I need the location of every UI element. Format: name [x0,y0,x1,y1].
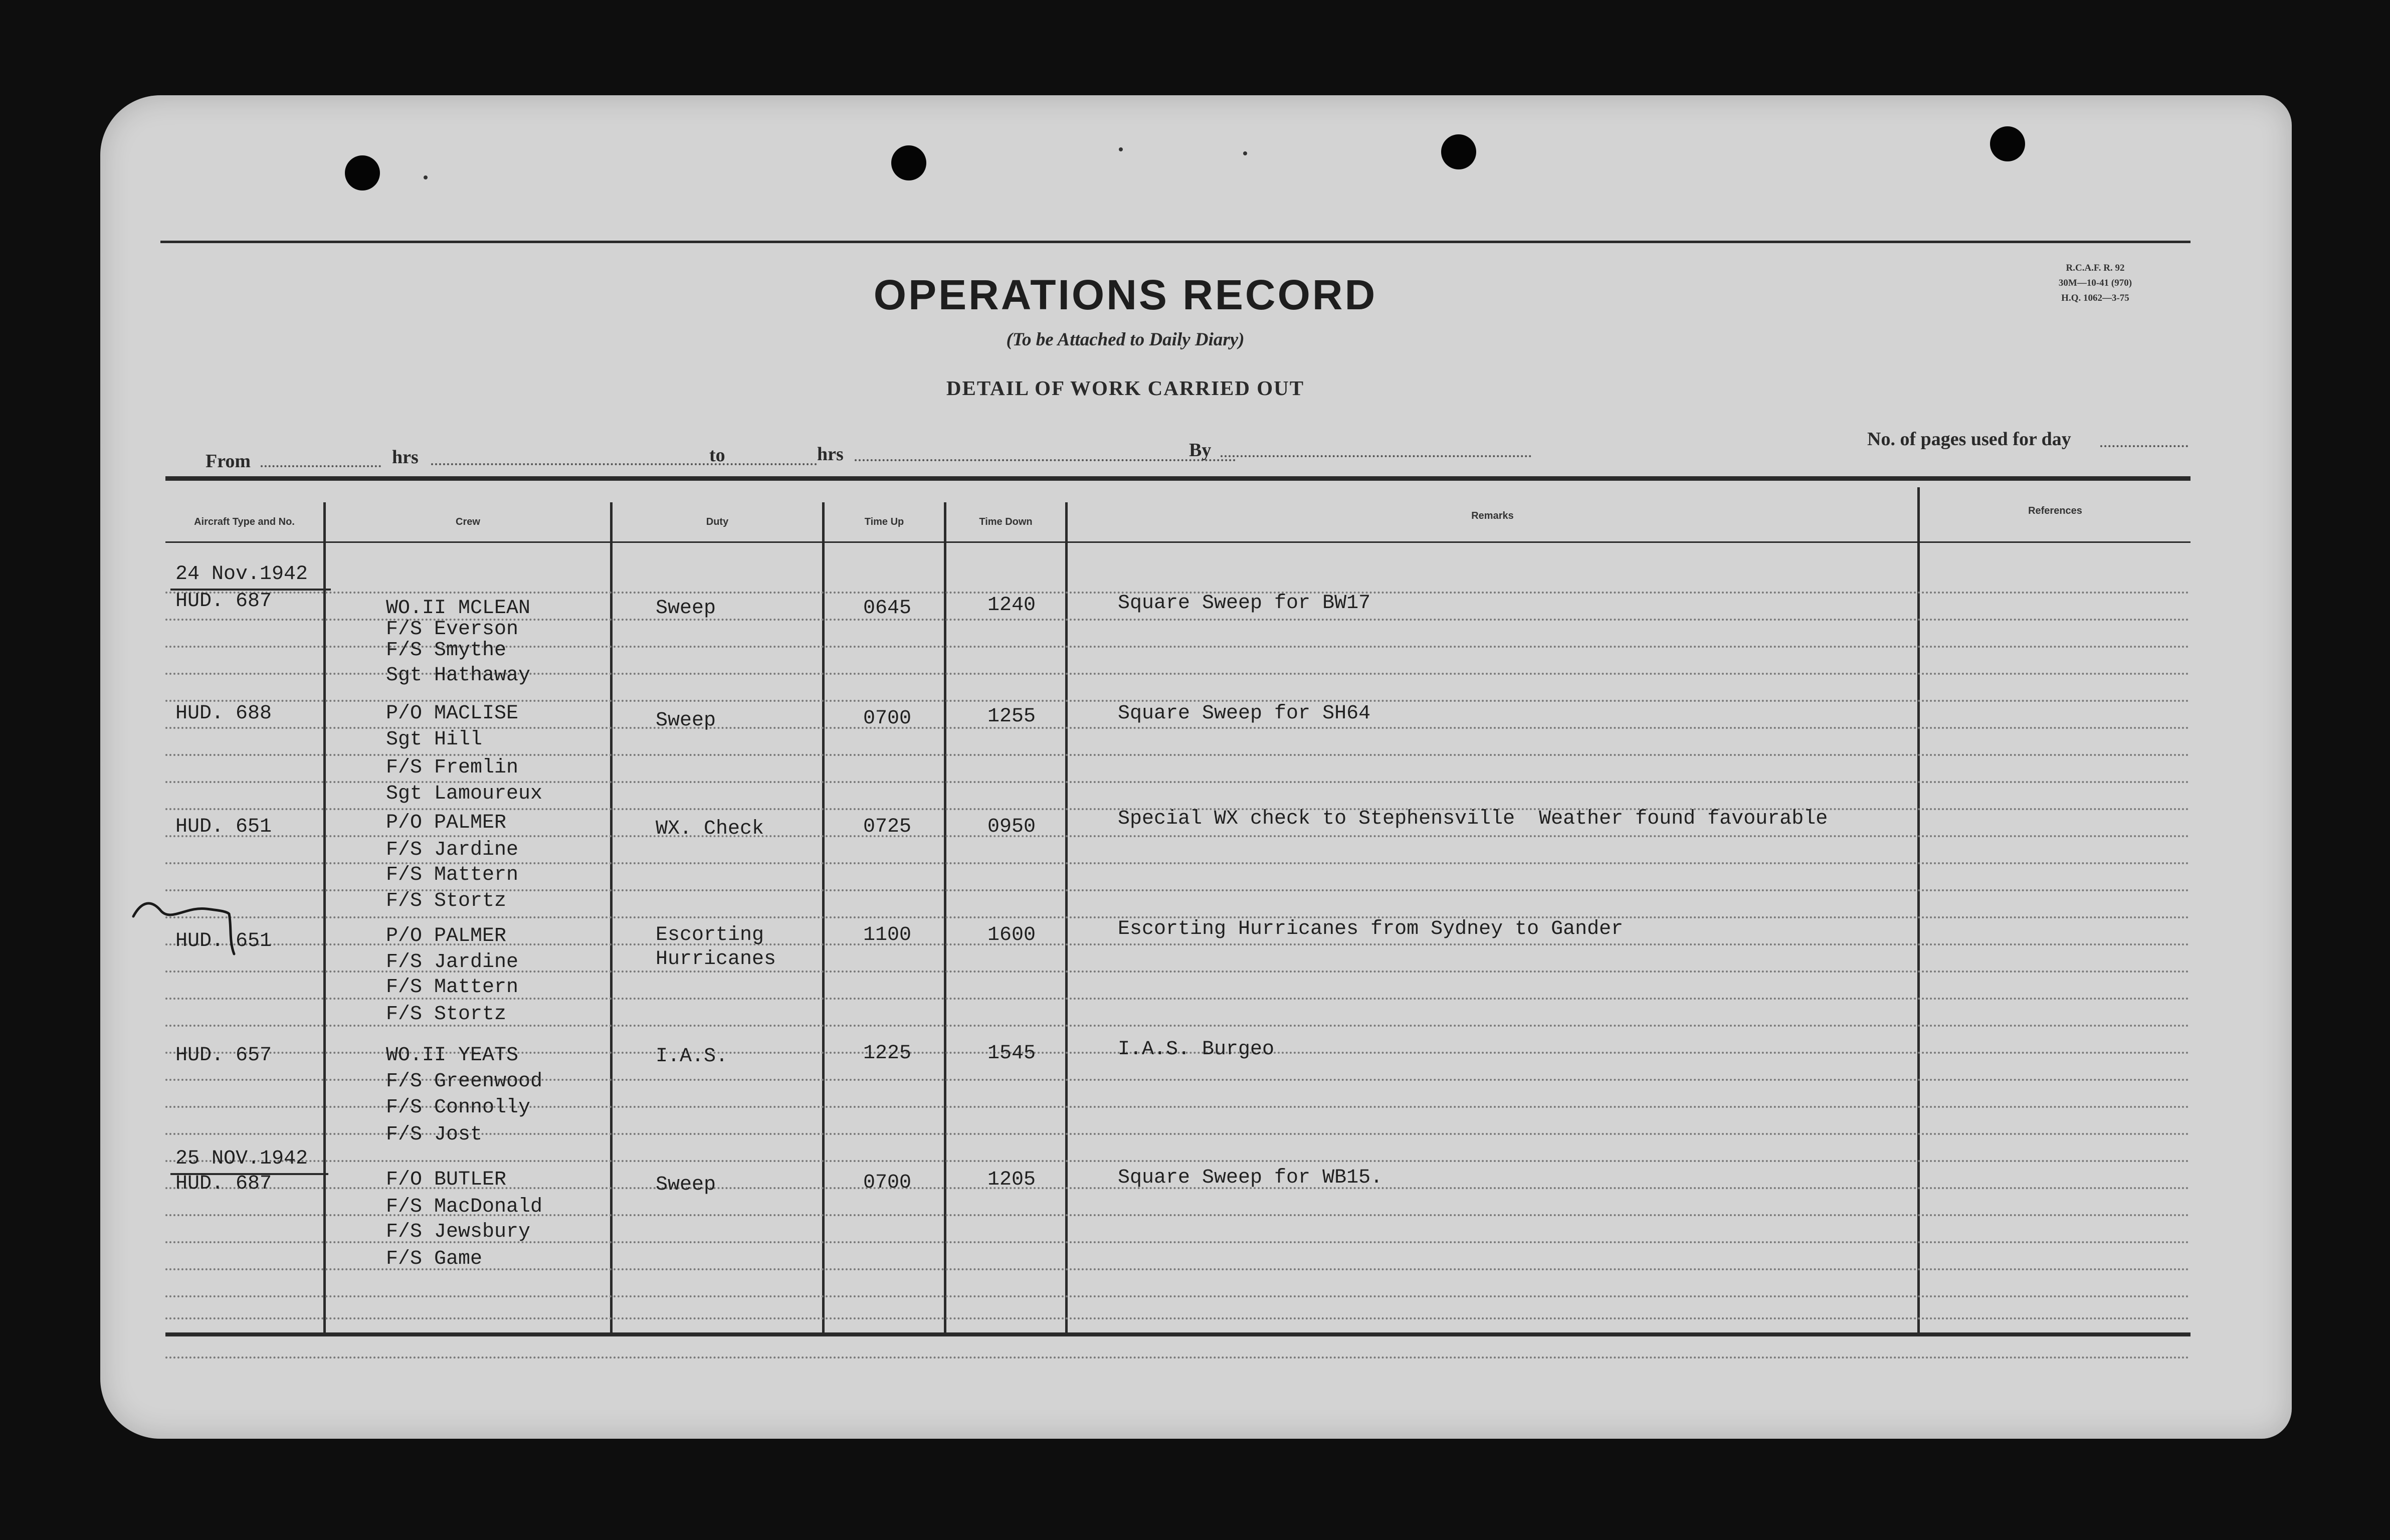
duty: I.A.S. [656,1045,728,1068]
column-divider [1065,502,1068,1334]
time-up: 0645 [863,597,912,620]
table-top-rule [165,476,2190,481]
column-divider [822,502,825,1334]
crew-member: P/O MACLISE [386,702,519,725]
form-code-line: H.Q. 1062—3-75 [2061,293,2129,303]
crew-member: F/S Greenwood [386,1070,543,1093]
speck [1243,151,1247,155]
column-header-aircraft: Aircraft Type and No. [194,516,295,527]
column-header-time-up: Time Up [864,516,904,527]
ruled-line [165,1160,2190,1162]
duty: Sweep [656,597,716,620]
column-header-references: References [2028,505,2082,516]
pages-label: No. of pages used for day [1867,429,2071,450]
pages-blank [2100,445,2188,447]
duty: Escorting Hurricanes [656,924,776,971]
hrs-blank [431,463,817,465]
remarks: Square Sweep for BW17 [1118,592,1371,615]
date-heading: 24 Nov.1942 [175,563,308,586]
binder-hole [891,145,926,180]
form-code [2033,261,2158,306]
table-footer-rule [165,1357,2190,1359]
aircraft-number: HUD. 688 [175,702,272,725]
speck [424,175,428,179]
duty: Sweep [656,709,716,732]
time-down: 1545 [987,1042,1036,1065]
duty: Sweep [656,1174,716,1196]
time-down: 1240 [987,594,1036,617]
crew-member: F/S Smythe [386,639,507,662]
crew-member: F/S Mattern [386,976,519,999]
to-label: to [709,445,725,466]
crew-member: Sgt Hathaway [386,664,531,687]
hrs-label: hrs [392,447,419,468]
record-sheet [100,95,2292,1439]
ruled-line [165,835,2190,837]
document-title: OPERATIONS RECORD [873,271,1377,318]
time-down: 1205 [987,1169,1036,1191]
aircraft-number: HUD. 651 [175,930,272,952]
from-blank [261,465,381,467]
binder-hole [1441,134,1476,169]
time-up: 0700 [863,1172,912,1194]
by-blank [1221,455,1531,457]
remarks: Escorting Hurricanes from Sydney to Gander [1118,918,1624,940]
remarks: Special WX check to Stephensville Weather found favourable [1118,808,1828,830]
crew-member: WO.II YEATS [386,1044,519,1067]
table-header-rule [165,541,2190,543]
crew-member: F/O BUTLER [386,1169,507,1191]
crew-member: WO.II MCLEAN [386,597,531,620]
table-bottom-rule [165,1332,2190,1336]
aircraft-number: HUD. 657 [175,1044,272,1067]
column-header-remarks: Remarks [1471,510,1514,521]
document-subtitle: (To be Attached to Daily Diary) [1006,329,1245,350]
crew-member: Sgt Hill [386,728,483,751]
crew-member: F/S Jardine [386,839,519,861]
column-header-time-down: Time Down [979,516,1033,527]
ruled-line [165,1317,2190,1319]
time-down: 1255 [987,705,1036,728]
time-up: 0700 [863,707,912,730]
binder-hole [345,155,380,190]
duty: WX. Check [656,818,764,840]
date-heading: 25 NOV.1942 [175,1147,308,1170]
time-down: 0950 [987,816,1036,838]
remarks: Square Sweep for WB15. [1118,1167,1383,1189]
aircraft-number: HUD. 687 [175,590,272,613]
aircraft-number: HUD. 687 [175,1173,272,1195]
by-label: By [1189,440,1212,461]
aircraft-number: HUD. 651 [175,816,272,838]
remarks: Square Sweep for SH64 [1118,702,1371,725]
crew-member: F/S Everson [386,618,519,641]
column-divider [323,502,326,1334]
crew-member: F/S Fremlin [386,756,519,779]
from-label: From [206,451,251,472]
crew-member: F/S MacDonald [386,1196,543,1218]
crew-member: Sgt Lamoureux [386,783,543,805]
column-divider [944,502,946,1334]
hrs-label-2: hrs [817,444,844,465]
column-header-crew: Crew [456,516,480,527]
form-code-line: R.C.A.F. R. 92 [2066,263,2125,273]
time-down: 1600 [987,924,1036,946]
crew-member: P/O PALMER [386,812,507,834]
crew-member: F/S Jardine [386,951,519,974]
document-heading: DETAIL OF WORK CARRIED OUT [946,376,1305,400]
time-up: 0725 [863,816,912,838]
form-code-line: 30M—10-41 (970) [2058,278,2132,288]
top-rule [160,241,2190,243]
crew-member: F/S Stortz [386,890,507,912]
time-up: 1100 [863,924,912,946]
pen-mark [131,896,252,956]
crew-member: F/S Jost [386,1123,483,1146]
column-divider [610,502,613,1334]
crew-member: F/S Jewsbury [386,1221,531,1243]
remarks: I.A.S. Burgeo [1118,1038,1275,1061]
hrs-blank-2 [855,459,1236,461]
crew-member: P/O PALMER [386,925,507,947]
column-divider [1917,487,1920,1334]
time-up: 1225 [863,1042,912,1065]
column-header-duty: Duty [706,516,729,527]
crew-member: F/S Stortz [386,1003,507,1026]
crew-member: F/S Connolly [386,1096,531,1119]
ruled-line [165,1295,2190,1297]
speck [1119,147,1123,151]
crew-member: F/S Game [386,1248,483,1270]
binder-hole [1990,126,2025,161]
crew-member: F/S Mattern [386,864,519,886]
